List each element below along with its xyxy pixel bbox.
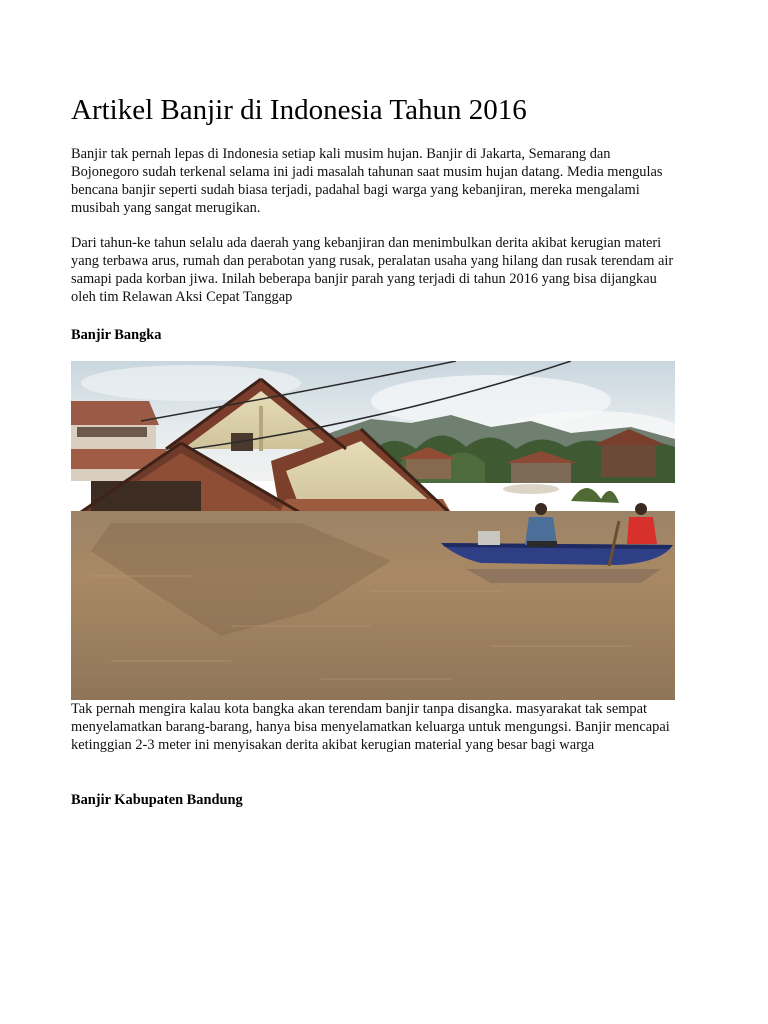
intro-paragraph: Banjir tak pernah lepas di Indonesia setiap kali musim hujan. Banjir di Jakarta, Semarang dan Bojonegoro sudah terkenal selama ini jadi masalah tahunan saat musim hujan datang. Media mengulas bencana banjir seperti sudah biasa terjadi, padahal bagi warga yang kebanjiran, mereka mengalami musibah yang sangat merugikan. xyxy=(71,146,663,216)
article-title: Artikel Banjir di Indonesia Tahun 2016 xyxy=(71,94,527,126)
section-heading-bandung: Banjir Kabupaten Bandung xyxy=(71,792,243,808)
photo-caption: Tak pernah mengira kalau kota bangka akan terendam banjir tanpa disangka. masyarakat tak sempat menyelamatkan barang-barang, hanya bisa menyelamatkan keluarga untuk mengungsi. Banjir mencapai ketinggian 2-3 meter ini menyisakan derita akibat kerugian material yang besar bagi warga xyxy=(71,701,670,753)
second-paragraph: Dari tahun-ke tahun selalu ada daerah yang kebanjiran dan menimbulkan derita akibat kerugian materi yang terbawa arus, rumah dan perabotan yang rusak, peralatan usaha yang hilang dan rusak terendam air samapi pada korban jiwa. Inilah beberapa banjir parah yang terjadi di tahun 2016 yang bisa dijangkau oleh tim Relawan Aksi Cepat Tanggap xyxy=(71,235,674,305)
section-heading-bangka: Banjir Bangka xyxy=(71,327,162,343)
flood-photo xyxy=(71,361,675,700)
